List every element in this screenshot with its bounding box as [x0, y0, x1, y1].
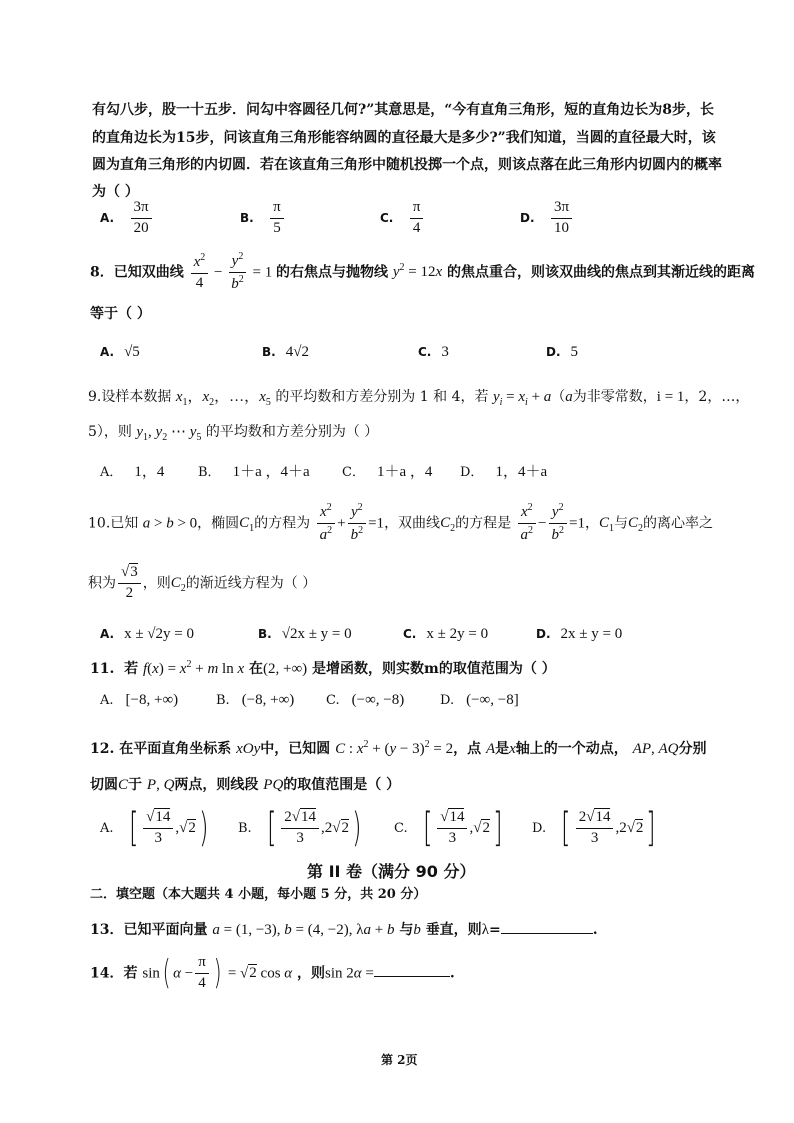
q12-line-2: 切圆C于 P, Q两点，则线段 PQ的取值范围是（ ） [90, 777, 401, 793]
q11-option-c: C. (−∞, −8) [326, 692, 405, 708]
q12-option-a: A. [ $\frac{√14}{3}$ ,√2) [100, 805, 209, 851]
q9-line-2: 5），则 $y_1$, $y_2$ ⋯ $y_5$ 的平均数和方差分别为（ ） [88, 424, 379, 443]
q7-line-4: 为（ ） [92, 184, 139, 200]
q8-option-a: A. √5 [100, 344, 140, 360]
q8-option-d: D. 5 [546, 344, 579, 360]
q9-option-b: B． 1＋a ，4＋a [198, 464, 310, 480]
q8-option-c: C. 3 [418, 344, 449, 360]
q10-line-2: 积为 $\frac{√3}{2}$ ，则$C_2$的渐近线方程为（ ） [88, 564, 317, 601]
q14-line: 14．若 sin( α − $\frac{\pi}{4}$ ) = √2 cos α ，则sin 2α = . [90, 953, 455, 994]
q7-option-c: C. $\frac{\pi}{4}$ [380, 200, 425, 237]
q12-option-b: B. [ $\frac{2√14}{3}$ ,2√2) [238, 805, 362, 851]
q10-option-d: D. 2x ± y = 0 [536, 626, 623, 642]
q11-line-1: 11. 若 $f(x) = x^2 + m$ ln x 在(2, +∞) 是增函数，则实数m的取值范围为（ ） [90, 659, 556, 677]
q8-option-b: B. 4√2 [262, 344, 309, 360]
q10-option-c: C. x ± 2y = 0 [403, 626, 489, 642]
q9-option-c: C． 1＋a ，4 [342, 464, 433, 480]
q10-option-b: B. √2x ± y = 0 [258, 626, 352, 642]
page-number: 第 2页 [381, 1053, 418, 1067]
q10-option-a: A. x ± √2y = 0 [100, 626, 195, 642]
q13-answer-blank[interactable] [501, 917, 593, 934]
q12-option-c: C. [ $\frac{√14}{3}$ ,√2] [394, 805, 503, 851]
q8-line-1: 8．已知双曲线 $\frac{x^2}{4}$ − $\frac{y^2}{b^2}$ = 1 的右焦点与抛物线 $y^2 = 12x$ 的焦点重合，则该双曲线的焦点到其渐近线的距离 [90, 251, 756, 292]
q9-line-1: 9.设样本数据 $x_1$，$x_2$，…，$x_5$ 的平均数和方差分别为 1 和 4，若 $y_i = x_i + a(a$为非零常数，i = 1，2，…， [88, 389, 750, 408]
q7-option-d: D. $\frac{3\pi}{10}$ [520, 200, 574, 237]
q8-line-2: 等于（ ） [90, 306, 151, 322]
q12-option-d: D. [ $\frac{2√14}{3}$ ,2√2] [532, 805, 656, 851]
q11-option-b: B. (−8, +∞) [216, 692, 295, 708]
q9-option-d: D． 1，4＋a [460, 464, 548, 480]
q7-option-b: B. $\frac{\pi}{5}$ [240, 200, 286, 237]
q11-option-a: A. [−8, +∞) [100, 692, 179, 708]
q7-line-2: 的直角边长为15步，问该直角三角形能容纳圆的直径最大是多少?”我们知道，当圆的直径最大时，该 [92, 130, 716, 146]
q10-line-1: 10.已知 a > b > 0，椭圆$C_1$的方程为 $\frac{x^2}{a^2}$ + $\frac{y^2}{b^2}$ =1，双曲线$C_2$的方程是 $\frac{x^2}{a^2}$ − $\frac{y^2}{b^2}$ =1，$C_1$与$C_2$的离心率之 [88, 502, 713, 543]
section-2-subheading: 二．填空题（本大题共 4 小题，每小题 5 分，共 20 分） [90, 887, 427, 902]
q14-answer-blank[interactable] [374, 960, 450, 977]
q7-line-1: 有勾八步，股一十五步．问勾中容圆径几何?”其意思是，“今有直角三角形，短的直角边长为8步，长 [92, 102, 715, 118]
q7-line-3: 圆为直角三角形的内切圆．若在该直角三角形中随机投掷一个点，则该点落在此三角形内切圆内的概率 [92, 157, 722, 173]
q11-option-d: D. (−∞, −8] [440, 692, 519, 708]
q7-option-a: A. $\frac{3\pi}{20}$ [100, 200, 154, 237]
q12-line-1: 12. 在平面直角坐标系 xOy中，已知圆 C : $x^2 + (y - 3)^2 = 2$，点 A是x轴上的一个动点， AP, AQ分别 [90, 739, 707, 757]
q9-option-a: A． 1，4 [100, 464, 165, 480]
q13-line: 13．已知平面向量 a = (1, −3), b = (4, −2), λa + b 与b 垂直，则λ= . [90, 917, 598, 938]
section-2-heading: 第 II 卷（满分 90 分） [307, 862, 476, 881]
